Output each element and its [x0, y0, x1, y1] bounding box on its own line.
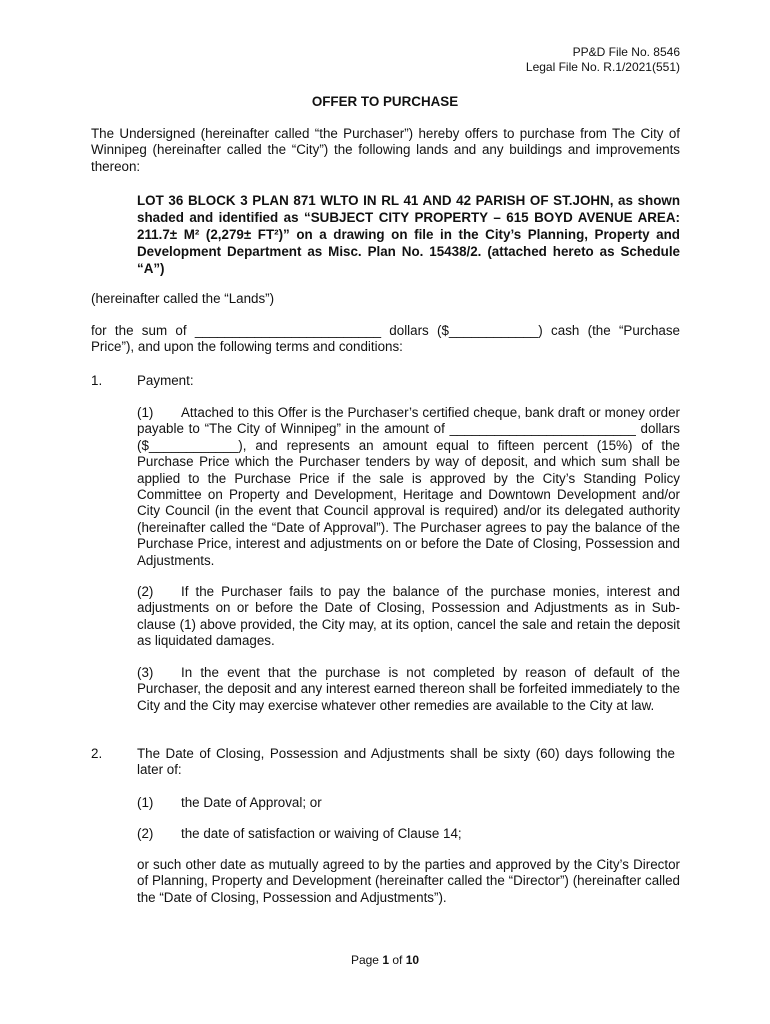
section-2-item-2-text: the date of satisfaction or waiving of Clause 14;: [181, 826, 462, 841]
subclause-text: Attached to this Offer is the Purchaser’s certified cheque, bank draft or money order payable to “The City of Winnipeg” in the amount of _________________________ dollars ($____________), and represents an amount equal to fifteen percent (15%) of the Purchase Price which the Purchaser tenders by way of deposit, and which sum shall be applied to the Purchase Price if the sale is approved by the City’s Standing Policy Committee on Property and Development, Heritage and Downtown Development and/or City Council (in the event that Council approval is required) and/or its delegated authority (hereinafter called the “Date of Approval”). The Purchaser agrees to pay the balance of the Purchase Price, interest and adjustments on or before the Date of Closing, Possession and Adjustments.: [137, 405, 680, 568]
section-2-item-2-label: (2): [137, 826, 154, 841]
subclause-label: (3): [137, 665, 154, 680]
section-1-number: 1.: [91, 373, 103, 388]
legal-file-number: Legal File No. R.1/2021(551): [525, 60, 680, 74]
section-1-subclause-1: [137, 405, 680, 569]
lands-label: (hereinafter called the “Lands”): [91, 291, 275, 306]
section-2-number: 2.: [91, 746, 103, 761]
file-references: [526, 45, 680, 75]
intro-paragraph: The Undersigned (hereinafter called “the Purchaser”) hereby offers to purchase from The City of Winnipeg (hereinafter called the “City”) the following lands and any buildings and improvements thereon:: [91, 126, 680, 174]
document-title: OFFER TO PURCHASE: [311, 94, 459, 109]
subclause-text: In the event that the purchase is not completed by reason of default of the Purchaser, the deposit and any interest earned thereon shall be forfeited immediately to the City and the City may exercise whatever other remedies are available to the City at law.: [137, 665, 680, 713]
page-current: 1: [382, 953, 389, 967]
section-1-heading: Payment:: [137, 373, 194, 388]
lands-description: LOT 36 BLOCK 3 PLAN 871 WLTO IN RL 41 AND 42 PARISH OF ST.JOHN, as shown shaded and identified as “SUBJECT CITY PROPERTY – 615 BOYD AVENUE AREA: 211.7± M² (2,279± FT²)” on a drawing on file in the City’s Planning, Property and Development Department as Misc. Plan No. 15438/2. (attached hereto as Schedule “A”): [137, 193, 680, 276]
subclause-text: If the Purchaser fails to pay the balance of the purchase monies, interest and adjustments on or before the Date of Closing, Possession and Adjustments as in Sub-clause (1) above provided, the City may, at its option, cancel the sale and retain the deposit as liquidated damages.: [137, 584, 680, 649]
section-2-item-1-text: the Date of Approval; or: [181, 795, 322, 810]
page-total: 10: [405, 953, 420, 967]
ppd-file-number: PP&D File No. 8546: [572, 45, 680, 59]
subclause-label: (1): [137, 405, 154, 420]
of-word: of: [392, 953, 403, 967]
section-2-heading: The Date of Closing, Possession and Adjustments shall be sixty (60) days following the later of:: [137, 746, 675, 778]
page-footer: [0, 952, 770, 968]
section-2-closing: or such other date as mutually agreed to by the parties and approved by the City’s Director of Planning, Property and Development (hereinafter called the “Director”) (hereinafter called the “Date of Closing, Possession and Adjustments”).: [137, 857, 680, 905]
purchase-price-clause: for the sum of _________________________ dollars ($____________) cash (the “Purchase Price”), and upon the following terms and conditions:: [91, 323, 680, 355]
subclause-label: (2): [137, 584, 154, 599]
page-word: Page: [350, 953, 379, 967]
section-1-subclause-3: [137, 665, 680, 714]
section-1-subclause-2: [137, 584, 680, 650]
section-2-item-1-label: (1): [137, 795, 154, 810]
